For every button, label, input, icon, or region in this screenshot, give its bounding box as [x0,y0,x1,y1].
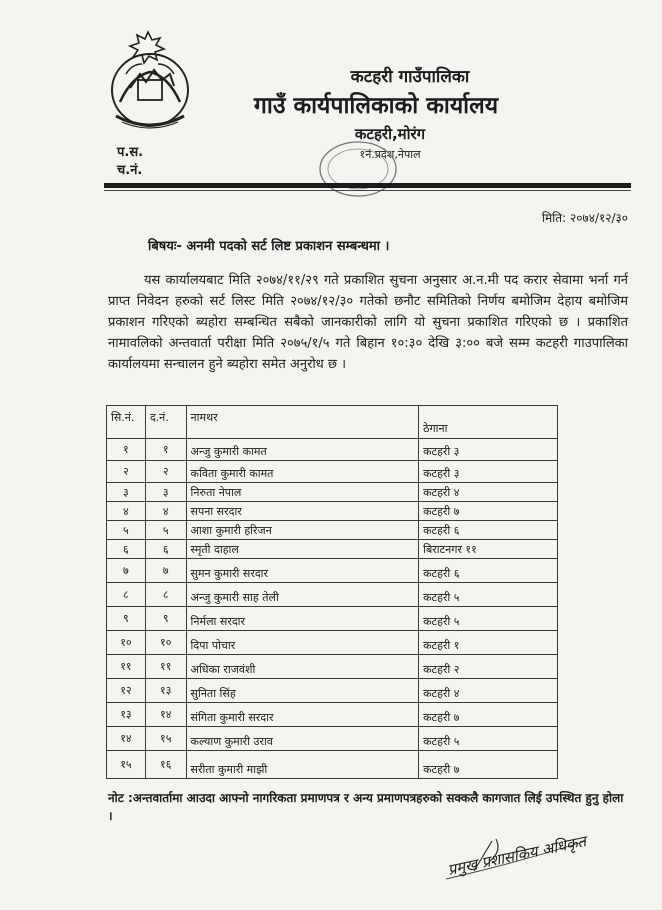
address-cell: कटहरी ७ [419,703,558,727]
table-header-row [107,406,558,439]
application-no-cell: ६ [145,540,186,559]
table-row [107,483,558,502]
name-cell: सरीता कुमारी माझी [186,751,419,779]
serial-cell: १० [107,631,146,655]
serial-cell: १ [107,439,146,461]
office-address: कटहरी,मोरंग [354,125,426,143]
table-row [107,607,558,631]
application-no-cell: १६ [145,751,186,779]
serial-cell: १४ [107,727,146,751]
application-no-cell: १५ [145,727,186,751]
table-row [107,521,558,540]
signature-label: प्रमुख प्रशासकिय अधिकृत [446,832,588,880]
application-no-cell: ८ [145,583,186,607]
name-cell: कविता कुमारी कामत [186,461,419,483]
name-cell: सुनिता सिंह [186,679,419,703]
table-row [107,502,558,521]
application-no-cell: ९ [145,607,186,631]
table-row [107,439,558,461]
header-divider [104,183,631,188]
application-no-cell: २ [145,461,186,483]
notice-body: यस कार्यालयबाट मिति २०७४/११/२९ गते प्रकाशित सुचना अनुसार अ.न.मी पद करार सेवामा भर्ना गर्न प्राप्त निवेदन हरुको सर्ट लिस्ट मिति २०७४/१२/३० गतेको छनौट समितिको निर्णय बमोजिम देहाय बमोजिम प्रकाशन गरिएको ब्यहोरा सम्बन्धित सबैको जानकारीको लागि यो सुचना प्रकाशित गरिएको छ । प्रकाशित नामावलिको अन्तवार्ता परीक्षा मिति २०७५/१/५ गते बिहान १०:३० देखि ३:०० बजे सम्म कटहरी गाउपालिका कार्यालयमा सन्चालन हुने ब्यहोरा समेत अनुरोध छ । [108,273,628,372]
name-cell: निर्मला सरदार [186,607,419,631]
name-cell: आशा कुमारी हरिजन [186,521,419,540]
name-cell: स्मृती दाहाल [186,540,419,559]
address-cell: कटहरी ३ [419,461,558,483]
application-no-cell: ११ [145,655,186,679]
name-cell: संगिता कुमारी सरदार [186,703,419,727]
address-cell: कटहरी ५ [419,727,558,751]
application-no-cell: ४ [145,502,186,521]
address-cell: कटहरी ५ [419,583,558,607]
name-cell: अन्जु कुमारी साह तेली [186,583,419,607]
address-cell: कटहरी ७ [419,751,558,779]
address-cell: कटहरी ३ [419,439,558,461]
table-row [107,583,558,607]
address-cell: कटहरी ६ [419,559,558,583]
serial-cell: १५ [107,751,146,779]
name-cell: सपना सरदार [186,502,419,521]
notice-note: नोट :अन्तवार्तामा आउदा आफ्नो नागरिकता प्रमाणपत्र र अन्य प्रमाणपत्रहरुको सक्कलै कागजात लिई उपस्थित हुनु होला । [108,791,624,823]
serial-cell: ९ [107,607,146,631]
header-divider-thin [104,190,631,191]
name-cell: सुमन कुमारी सरदार [186,559,419,583]
table-row [107,703,558,727]
serial-cell: १३ [107,703,146,727]
shortlist-table [106,405,558,779]
address-cell: कटहरी १ [419,631,558,655]
office-title: गाउँ कार्यपालिकाको कार्यालय [253,93,499,119]
application-no-cell: १० [145,631,186,655]
application-no-cell: १ [145,439,186,461]
reference-ps: प.स. [117,145,144,160]
address-cell: कटहरी ४ [419,483,558,502]
table-row [107,631,558,655]
table-row [107,540,558,559]
name-cell: अधिका राजवंशी [186,655,419,679]
application-no-cell: ७ [145,559,186,583]
table-row [107,559,558,583]
name-cell: कल्याण कुमारी उराव [186,727,419,751]
address-cell: बिराटनगर ११ [419,540,558,559]
notice-date: मिति: २०७४/१२/३० [541,211,628,225]
name-cell: निरुता नेपाल [186,483,419,502]
serial-cell: ७ [107,559,146,583]
table-row [107,461,558,483]
header-name: नामथर [186,406,419,439]
name-cell: दिपा पोचार [186,631,419,655]
name-cell: अन्जु कुमारी कामत [186,439,419,461]
serial-cell: ४ [107,502,146,521]
table-row [107,751,558,779]
address-cell: कटहरी ५ [419,607,558,631]
serial-cell: ८ [107,583,146,607]
office-name: कटहरी गाउँपालिका [350,67,470,87]
office-province: १नं.प्रदेश,नेपाल [359,148,421,161]
serial-cell: ६ [107,540,146,559]
serial-cell: २ [107,461,146,483]
reference-cn: च.नं. [117,163,143,178]
application-no-cell: १३ [145,679,186,703]
address-cell: कटहरी ७ [419,502,558,521]
application-no-cell: ३ [145,483,186,502]
application-no-cell: ५ [145,521,186,540]
serial-cell: १२ [107,679,146,703]
header-address: ठेगाना [419,406,558,439]
address-cell: कटहरी ४ [419,679,558,703]
notice-subject: बिषयः- अनमी पदको सर्ट लिष्ट प्रकाशन सम्बन्धमा । [148,239,390,254]
address-cell: कटहरी २ [419,655,558,679]
serial-cell: ३ [107,483,146,502]
nepal-emblem-icon [104,28,196,132]
header-application-no: द.नं. [145,406,186,439]
table-row [107,679,558,703]
serial-cell: ५ [107,521,146,540]
serial-cell: ११ [107,655,146,679]
table-row [107,727,558,751]
header-serial: सि.नं. [107,406,146,439]
address-cell: कटहरी ६ [419,521,558,540]
application-no-cell: १४ [145,703,186,727]
table-row [107,655,558,679]
